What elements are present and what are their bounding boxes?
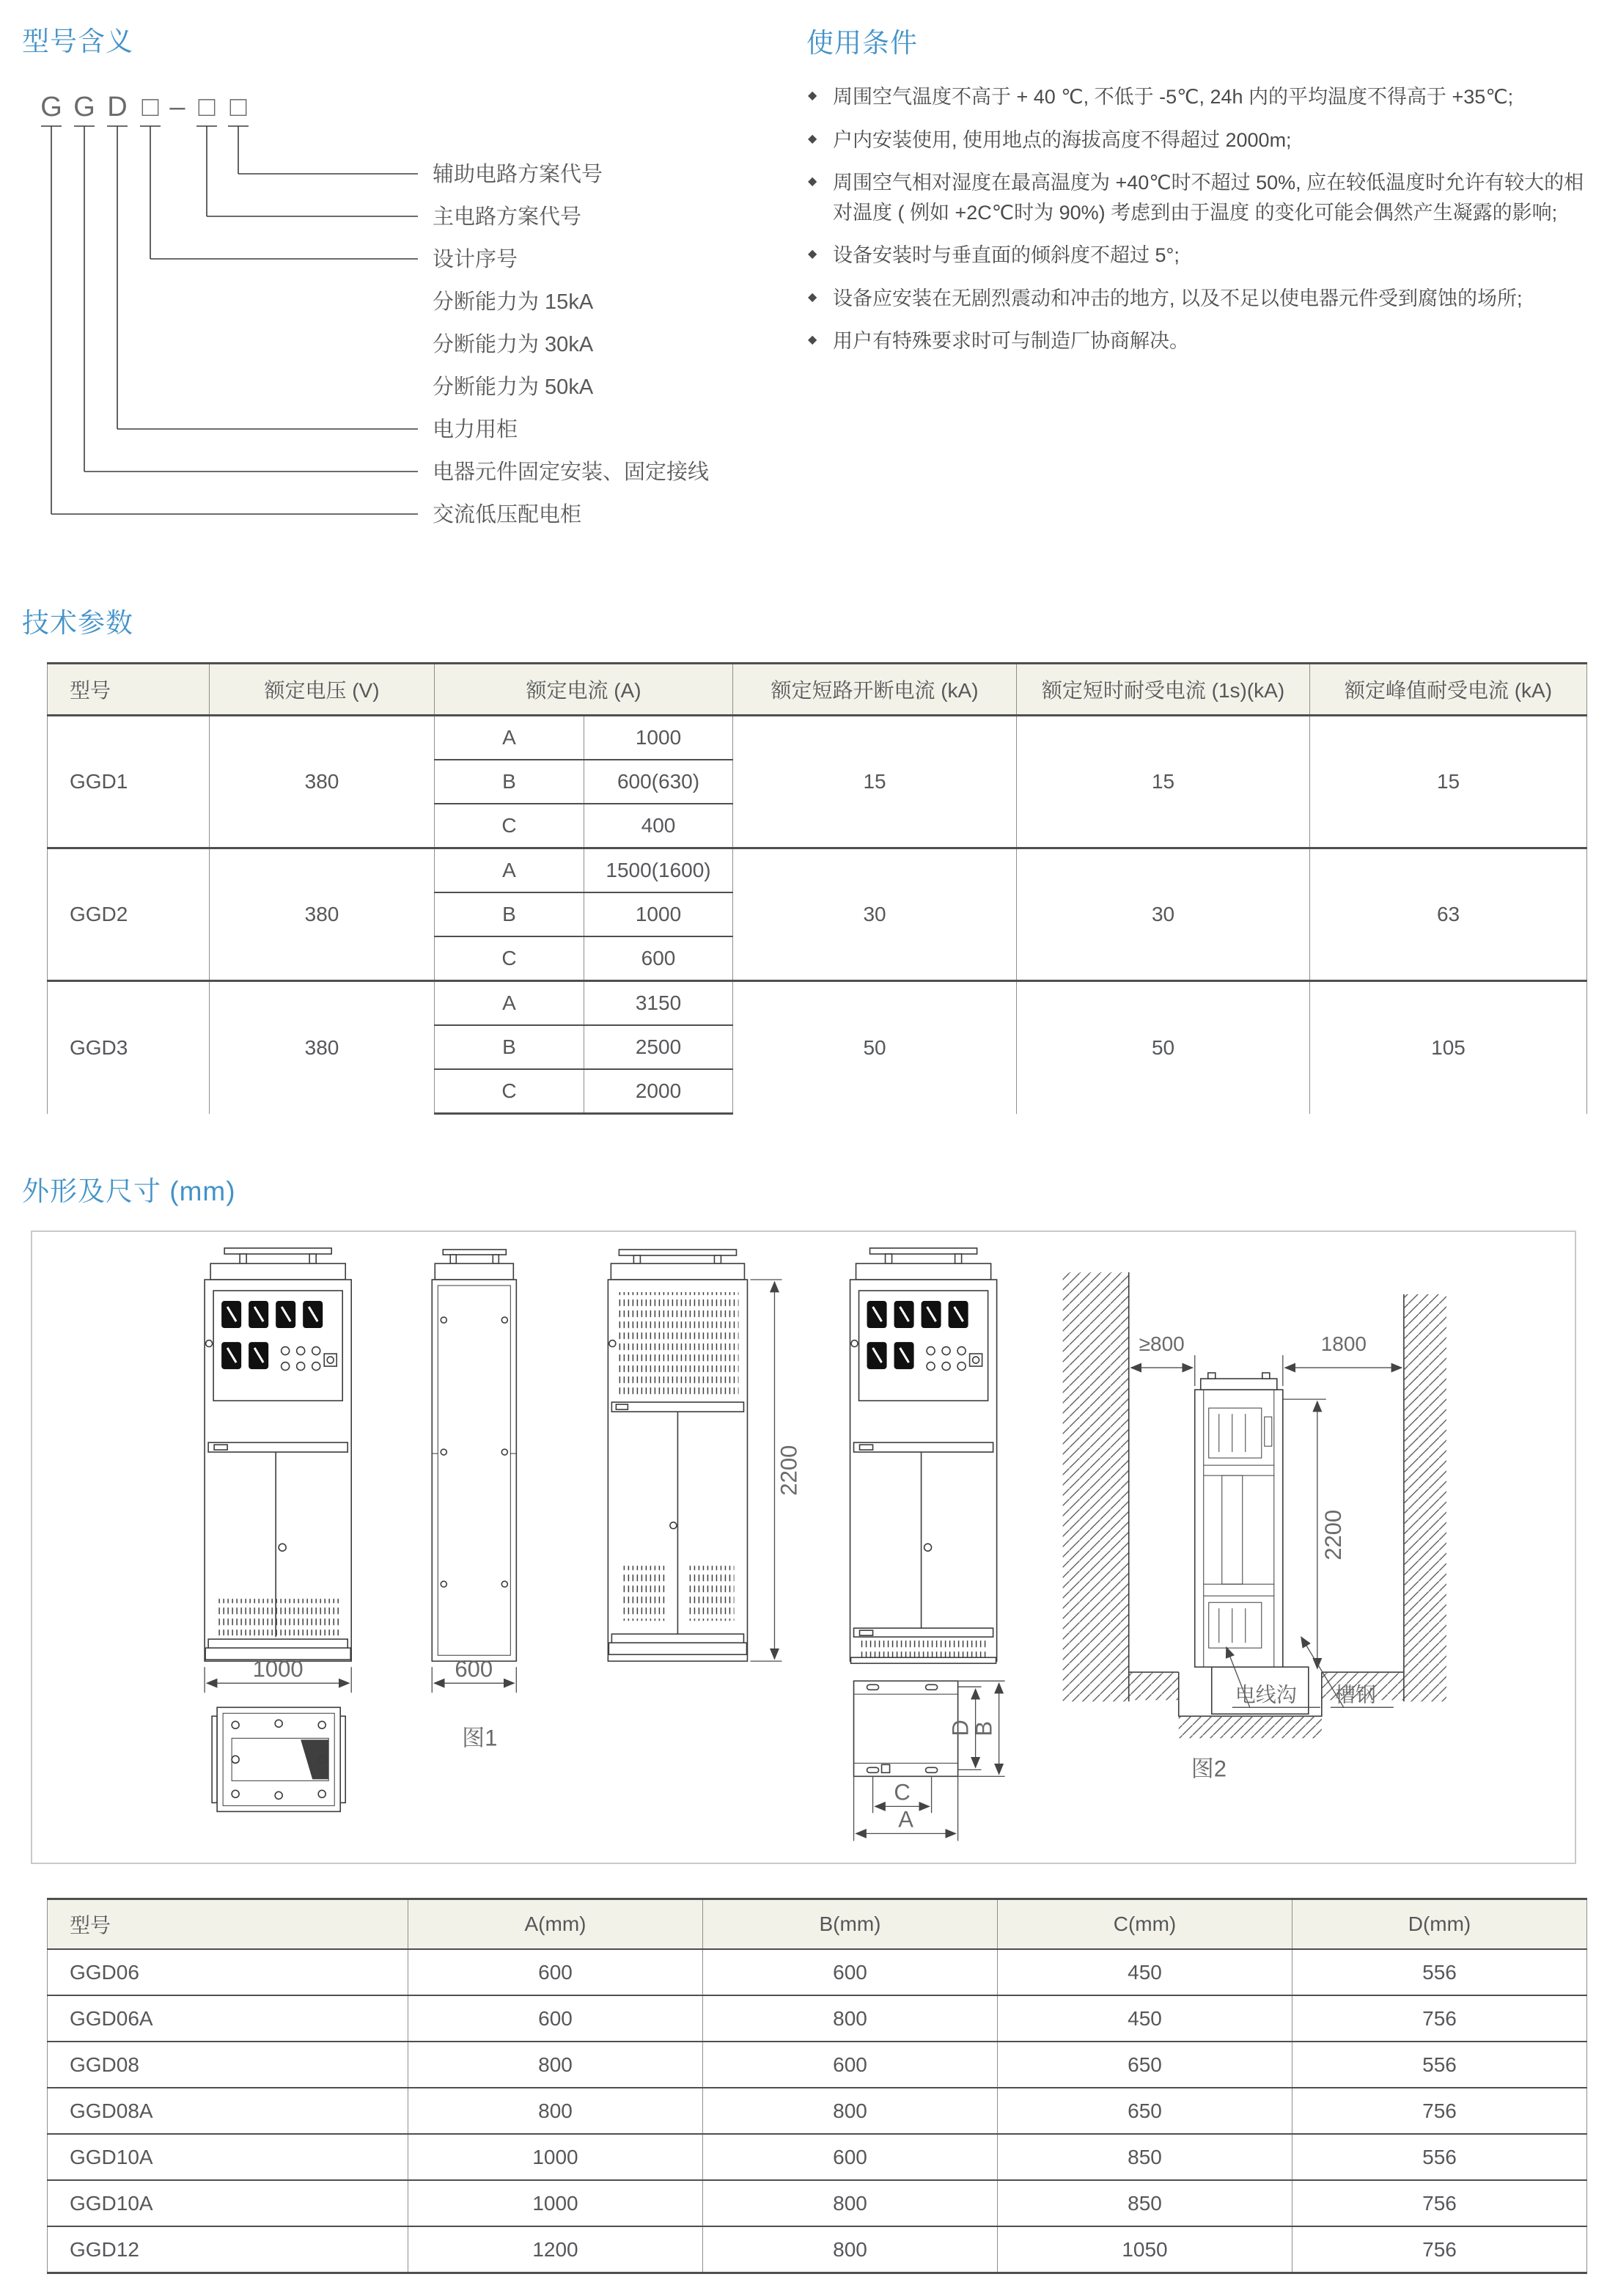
- code-char: □: [198, 92, 216, 122]
- current-letter-cell: B: [435, 892, 584, 936]
- peak-cell: 15: [1310, 716, 1587, 848]
- model-cell: GGD10A: [48, 2180, 408, 2226]
- col-header-breaking: 额定短路开断电流 (kA): [733, 664, 1017, 716]
- code-char: –: [169, 92, 185, 122]
- dim-cell: 600: [703, 1949, 998, 1995]
- table-header-row: [48, 664, 1587, 716]
- model-code-diagram: [22, 81, 784, 550]
- dimensions-section: [22, 1169, 1585, 2274]
- table-row: [48, 716, 1587, 760]
- trench-label: 电线沟: [1235, 1683, 1297, 1706]
- col-header-peak: 额定峰值耐受电流 (kA): [1310, 664, 1587, 716]
- vent-grille: [216, 1599, 340, 1635]
- tech-params-title: 技术参数: [22, 608, 133, 638]
- dim-label-D: D: [947, 1720, 974, 1736]
- table-row: [48, 2180, 1587, 2226]
- current-letter-cell: B: [435, 1025, 584, 1069]
- dim-cell: 1000: [408, 2134, 703, 2180]
- breaking-cell: 15: [733, 716, 1017, 848]
- condition-item: ◆ 户内安装使用, 使用地点的海拔高度不得超过 2000m;: [806, 125, 1585, 155]
- dim-cell: 800: [408, 2042, 703, 2088]
- table-row: [48, 848, 1587, 893]
- table-row: [48, 2134, 1587, 2180]
- dim-cell: 756: [1292, 1995, 1587, 2042]
- current-value-cell: 2500: [584, 1025, 733, 1069]
- model-cell: GGD10A: [48, 2134, 408, 2180]
- peak-cell: 105: [1310, 981, 1587, 1114]
- col-header-d: D(mm): [1292, 1899, 1587, 1950]
- vent-grille: [858, 1640, 989, 1657]
- model-cell: GGD06: [48, 1949, 408, 1995]
- code-char: □: [141, 92, 159, 122]
- table-header-row: [48, 1899, 1587, 1950]
- col-header-current: 额定电流 (A): [435, 664, 733, 716]
- button-icon: [970, 1354, 982, 1366]
- cabinet-front-view-2: [850, 1248, 1005, 1841]
- dim-cell: 1050: [998, 2226, 1292, 2273]
- current-value-cell: 2000: [584, 1069, 733, 1114]
- col-header-b: B(mm): [703, 1899, 998, 1950]
- dim-cell: 756: [1292, 2226, 1587, 2273]
- current-value-cell: 1500(1600): [584, 848, 733, 893]
- current-value-cell: 1000: [584, 892, 733, 936]
- dim-cell: 1000: [408, 2180, 703, 2226]
- ground-hatch: [1179, 1716, 1322, 1738]
- dim-label-clearance: ≥800: [1139, 1332, 1185, 1356]
- current-value-cell: 3150: [584, 981, 733, 1026]
- top-section: [22, 19, 1585, 554]
- short-time-cell: 15: [1017, 716, 1310, 848]
- cabinet-drawings: [32, 1232, 1575, 1863]
- usage-conditions-title: 使用条件: [806, 28, 918, 58]
- button-icon: [324, 1354, 337, 1366]
- table-row: [48, 2226, 1587, 2273]
- usage-conditions-list: [806, 82, 1585, 356]
- dim-cell: 850: [998, 2134, 1292, 2180]
- model-label: 辅助电路方案代号: [433, 163, 603, 186]
- model-label: 电力用柜: [433, 418, 518, 441]
- dim-cell: 756: [1292, 2088, 1587, 2134]
- tech-params-table: [47, 662, 1587, 1115]
- model-cell: GGD08: [48, 2042, 408, 2088]
- model-meaning-section: [22, 19, 806, 554]
- dim-label-C: C: [894, 1779, 911, 1805]
- peak-cell: 63: [1310, 848, 1587, 981]
- cabinet-rear-view: [608, 1250, 801, 1661]
- model-label: 分断能力为 50kA: [433, 375, 594, 399]
- code-char: G: [73, 92, 95, 122]
- tech-params-section: [22, 601, 1585, 1115]
- code-char: G: [40, 92, 62, 122]
- wall-hatch: [1063, 1272, 1129, 1701]
- current-value-cell: 1000: [584, 716, 733, 760]
- ground-hatch: [1129, 1672, 1179, 1700]
- diagram-connector-lines: [41, 126, 418, 514]
- model-label: 主电路方案代号: [433, 205, 582, 229]
- dim-cell: 850: [998, 2180, 1292, 2226]
- condition-item: ◆ 周围空气相对湿度在最高温度为 +40℃时不超过 50%, 应在较低温度时允许有较大的相对温度 ( 例如 +2C℃时为 90%) 考虑到由于温度 的变化可能会偶然产生凝露的影响;: [806, 168, 1585, 227]
- model-label: 分断能力为 15kA: [433, 290, 594, 314]
- col-header-short-time: 额定短时耐受电流 (1s)(kA): [1017, 664, 1310, 716]
- model-label: 设计序号: [433, 248, 518, 271]
- col-header-voltage: 额定电压 (V): [210, 664, 435, 716]
- model-cell: GGD1: [48, 716, 210, 848]
- vent-grille: [688, 1566, 734, 1621]
- condition-item: ◆ 设备安装时与垂直面的倾斜度不超过 5°;: [806, 241, 1585, 271]
- table-row: [48, 2088, 1587, 2134]
- dim-cell: 756: [1292, 2180, 1587, 2226]
- channel-steel-label: 槽钢: [1334, 1683, 1376, 1706]
- col-header-model: 型号: [48, 1899, 408, 1950]
- current-letter-cell: A: [435, 848, 584, 893]
- dim-label-600: 600: [455, 1656, 493, 1682]
- dim-cell: 800: [703, 2088, 998, 2134]
- table-row: [48, 2042, 1587, 2088]
- footprint-plan-view: [854, 1681, 1005, 1841]
- dim-cell: 650: [998, 2042, 1292, 2088]
- col-header-c: C(mm): [998, 1899, 1292, 1950]
- dim-cell: 600: [408, 1995, 703, 2042]
- usage-conditions-section: [806, 19, 1585, 370]
- breaking-cell: 50: [733, 981, 1017, 1114]
- condition-item: ◆ 设备应安装在无剧烈震动和冲击的地方, 以及不足以使电器元件受到腐蚀的场所;: [806, 284, 1585, 314]
- current-value-cell: 600(630): [584, 760, 733, 804]
- model-label: 交流低压配电柜: [433, 503, 582, 527]
- cabinet-side-view: [432, 1250, 516, 1692]
- dim-label-2200: 2200: [776, 1445, 802, 1496]
- current-value-cell: 400: [584, 804, 733, 848]
- dim-cell: 800: [703, 2226, 998, 2273]
- dim-cell: 450: [998, 1949, 1292, 1995]
- short-time-cell: 50: [1017, 981, 1310, 1114]
- dim-cell: 650: [998, 2088, 1292, 2134]
- breaking-cell: 30: [733, 848, 1017, 981]
- current-letter-cell: C: [435, 804, 584, 848]
- current-value-cell: 600: [584, 936, 733, 981]
- dim-cell: 600: [408, 1949, 703, 1995]
- dimension-table: [47, 1898, 1587, 2274]
- short-time-cell: 30: [1017, 848, 1310, 981]
- dim-cell: 800: [408, 2088, 703, 2134]
- model-label: 分断能力为 30kA: [433, 333, 594, 356]
- model-cell: GGD2: [48, 848, 210, 981]
- dim-label-1800: 1800: [1320, 1332, 1367, 1356]
- model-label: 电器元件固定安装、固定接线: [433, 461, 710, 484]
- dim-label-A: A: [898, 1806, 913, 1833]
- dim-cell: 800: [703, 1995, 998, 2042]
- figure1-label: 图1: [462, 1725, 498, 1751]
- dim-cell: 450: [998, 1995, 1292, 2042]
- model-cell: GGD12: [48, 2226, 408, 2273]
- dim-cell: 800: [703, 2180, 998, 2226]
- table-row: [48, 1949, 1587, 1995]
- current-letter-cell: A: [435, 981, 584, 1026]
- voltage-cell: 380: [210, 981, 435, 1114]
- voltage-cell: 380: [210, 716, 435, 848]
- current-letter-cell: A: [435, 716, 584, 760]
- dim-label-1000: 1000: [252, 1656, 304, 1682]
- figure2-label: 图2: [1191, 1756, 1227, 1782]
- code-char: □: [229, 92, 247, 122]
- current-letter-cell: B: [435, 760, 584, 804]
- dim-label-B: B: [971, 1720, 997, 1736]
- dim-cell: 600: [703, 2134, 998, 2180]
- dim-cell: 1200: [408, 2226, 703, 2273]
- current-letter-cell: C: [435, 936, 584, 981]
- model-meaning-title: 型号含义: [22, 26, 133, 56]
- technical-drawing-panel: [31, 1230, 1576, 1864]
- vent-grille: [621, 1566, 666, 1621]
- dimensions-title: 外形及尺寸 (mm): [22, 1176, 236, 1206]
- code-char: D: [107, 92, 128, 122]
- dim-label-2200-fig2: 2200: [1320, 1509, 1346, 1560]
- model-cell: GGD06A: [48, 1995, 408, 2042]
- wall-hatch: [1404, 1294, 1446, 1701]
- vent-grille: [617, 1292, 738, 1396]
- model-cell: GGD3: [48, 981, 210, 1114]
- dim-cell: 556: [1292, 1949, 1587, 1995]
- condition-item: ◆ 用户有特殊要求时可与制造厂协商解决。: [806, 326, 1585, 356]
- model-cell: GGD08A: [48, 2088, 408, 2134]
- current-letter-cell: C: [435, 1069, 584, 1114]
- table-row: [48, 981, 1587, 1026]
- voltage-cell: 380: [210, 848, 435, 981]
- table-row: [48, 1995, 1587, 2042]
- condition-item: ◆ 周围空气温度不高于 + 40 ℃, 不低于 -5℃, 24h 内的平均温度不得高于 +35℃;: [806, 82, 1585, 112]
- figure2-installation-view: [1063, 1272, 1446, 1781]
- cabinet-front-view: [205, 1248, 351, 1811]
- col-header-model: 型号: [48, 664, 210, 716]
- col-header-a: A(mm): [408, 1899, 703, 1950]
- dim-cell: 556: [1292, 2042, 1587, 2088]
- dim-cell: 556: [1292, 2134, 1587, 2180]
- base-plan-view: [212, 1707, 345, 1811]
- dim-cell: 600: [703, 2042, 998, 2088]
